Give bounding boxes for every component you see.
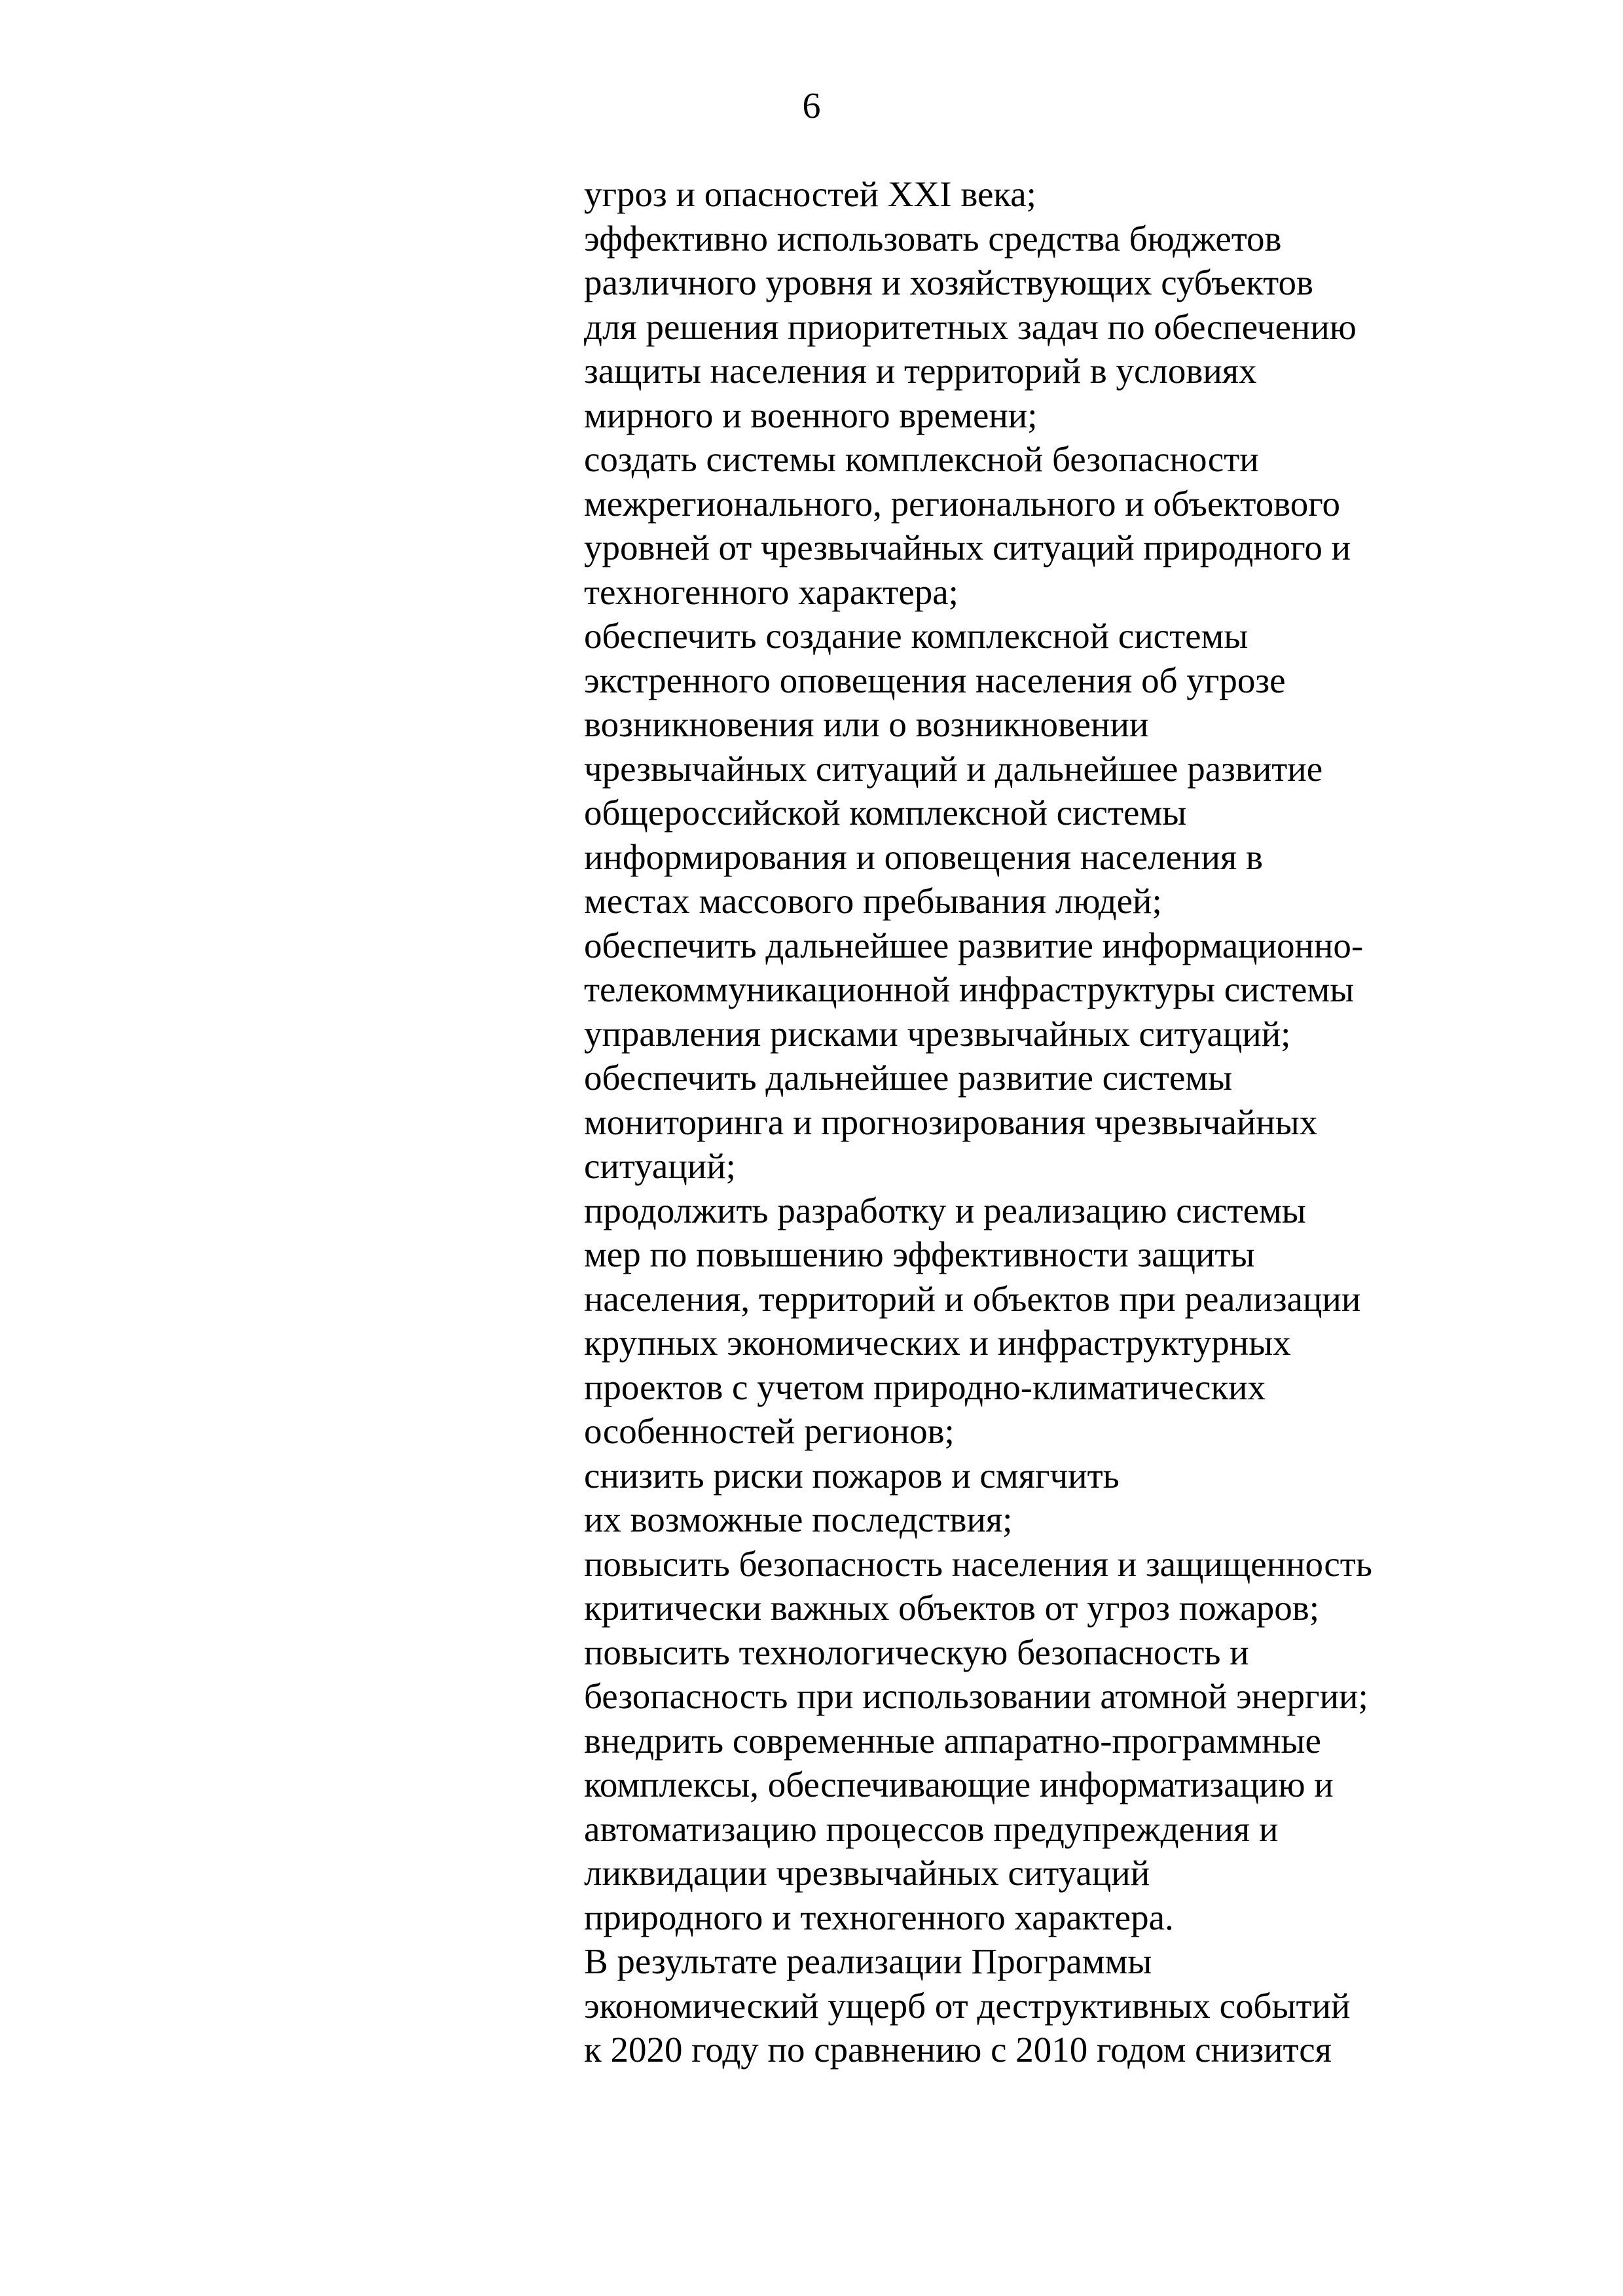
text-line: для решения приоритетных задач по обеспечению xyxy=(584,306,1357,347)
text-line: В результате реализации Программы xyxy=(584,1941,1152,1981)
text-line: повысить технологическую безопасность и xyxy=(584,1632,1249,1672)
text-line: эффективно использовать средства бюджетов xyxy=(584,218,1282,259)
text-line: ликвидации чрезвычайных ситуаций xyxy=(584,1853,1150,1893)
text-line: экстренного оповещения населения об угрозе xyxy=(584,660,1286,700)
text-line: внедрить современные аппаратно-программные xyxy=(584,1720,1321,1761)
text-line: их возможные последствия; xyxy=(584,1499,1013,1539)
text-line: населения, территорий и объектов при реализации xyxy=(584,1278,1361,1319)
text-line: уровней от чрезвычайных ситуаций природного и xyxy=(584,528,1351,567)
text-line: безопасность при использовании атомной энергии; xyxy=(584,1676,1368,1716)
text-line: автоматизацию процессов предупреждения и xyxy=(584,1808,1279,1849)
text-line: мер по повышению эффективности защиты xyxy=(584,1234,1255,1274)
text-line: техногенного характера; xyxy=(584,571,958,612)
text-line: общероссийской комплексной системы xyxy=(584,793,1187,833)
text-line: экономический ущерб от деструктивных событий xyxy=(584,1985,1351,2026)
text-line: местах массового пребывания людей; xyxy=(584,881,1162,921)
text-line: обеспечить дальнейшее развитие системы xyxy=(584,1058,1233,1098)
text-line: создать системы комплексной безопасности xyxy=(584,439,1259,479)
text-line: угроз и опасностей XXI века; xyxy=(584,174,1036,214)
text-line: мониторинга и прогнозирования чрезвычайных xyxy=(584,1102,1318,1142)
text-line: защиты населения и территорий в условиях xyxy=(584,351,1257,391)
text-line: различного уровня и хозяйствующих субъектов xyxy=(584,262,1313,302)
text-line: повысить безопасность населения и защищенность xyxy=(584,1543,1372,1584)
text-line: к 2020 году по сравнению с 2010 годом снизится xyxy=(584,2030,1332,2070)
text-line: мирного и военного времени; xyxy=(584,395,1038,435)
text-line: информирования и оповещения населения в xyxy=(584,836,1263,877)
text-line: межрегионального, регионального и объектового xyxy=(584,483,1340,524)
text-line: обеспечить создание комплексной системы xyxy=(584,616,1249,656)
text-line: телекоммуникационной инфраструктуры системы xyxy=(584,969,1355,1009)
text-line: обеспечить дальнейшее развитие информационно- xyxy=(584,925,1364,965)
text-line: продолжить разработку и реализацию системы xyxy=(584,1190,1306,1230)
text-line: проектов с учетом природно-климатических xyxy=(584,1367,1266,1407)
text-line: критически важных объектов от угроз пожаров; xyxy=(584,1588,1319,1628)
text-line: комплексы, обеспечивающие информатизацию и xyxy=(584,1765,1334,1804)
text-line: чрезвычайных ситуаций и дальнейшее развитие xyxy=(584,748,1323,789)
text-line: особенностей регионов; xyxy=(584,1411,955,1451)
text-line: природного и техногенного характера. xyxy=(584,1897,1174,1937)
text-line: крупных экономических и инфраструктурных xyxy=(584,1323,1291,1363)
text-line: снизить риски пожаров и смягчить xyxy=(584,1455,1120,1496)
text-line: ситуаций; xyxy=(584,1146,736,1186)
body-text xyxy=(584,172,1501,2072)
text-line: управления рисками чрезвычайных ситуаций; xyxy=(584,1013,1291,1054)
text-line: возникновения или о возникновении xyxy=(584,704,1149,744)
page-number: 6 xyxy=(802,86,821,126)
